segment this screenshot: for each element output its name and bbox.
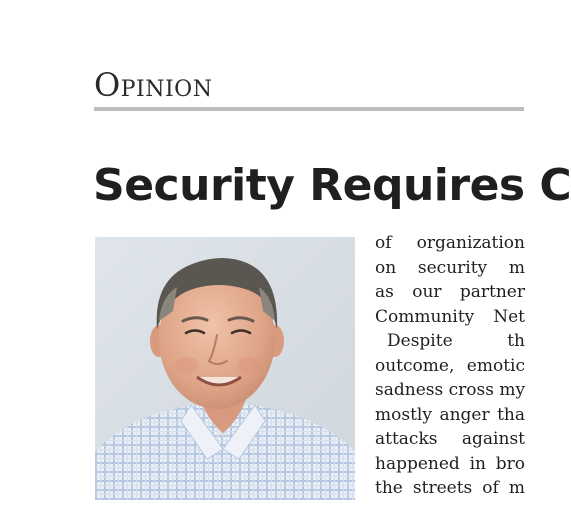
headshot-photo: [95, 237, 355, 500]
article-line: as our partner: [375, 282, 525, 302]
article-line: attacks against: [375, 429, 525, 449]
article-line: Community Net: [375, 306, 525, 327]
section-divider: [94, 107, 524, 111]
article-line: on security m: [375, 257, 525, 278]
article-line: of organization: [375, 233, 525, 253]
article-line: happened in bro: [375, 453, 525, 474]
article-body: [375, 231, 525, 517]
section-label: Opinion: [94, 66, 213, 104]
article-line: outcome, emotic: [375, 355, 525, 376]
article-line: [375, 501, 525, 517]
article-line: mostly anger tha: [375, 404, 525, 425]
headline: Security Requires C: [93, 160, 571, 211]
article-line: sadness cross my: [375, 380, 526, 400]
article-line: Despite th: [387, 331, 525, 351]
article-line: the streets of m: [375, 478, 525, 498]
